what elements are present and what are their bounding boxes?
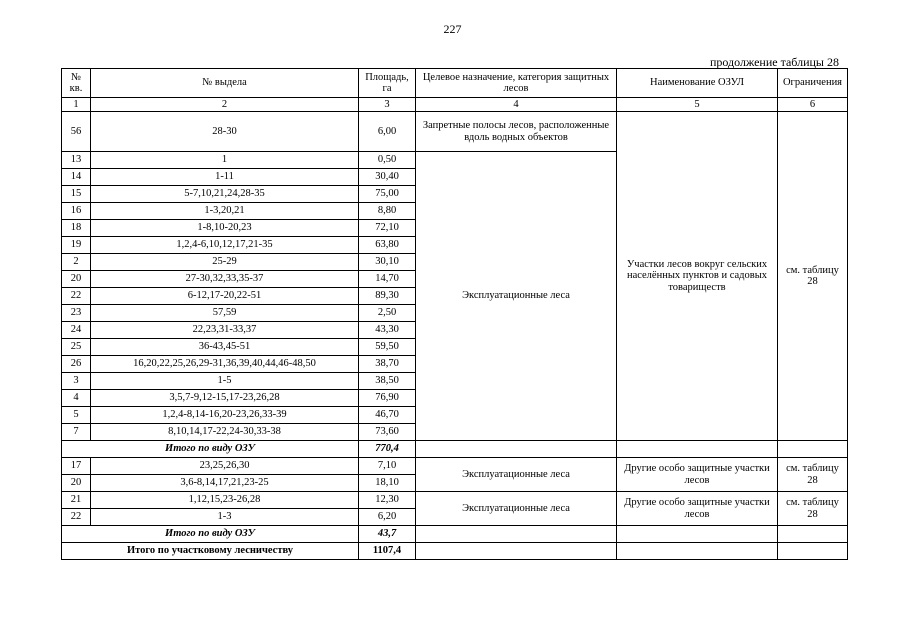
empty-cell xyxy=(778,543,848,560)
ozul-cell: Участки лесов вокруг сельских населённых пунктов и садовых товариществ xyxy=(617,112,778,441)
restriction-cell: см. таблицу 28 xyxy=(778,492,848,526)
ozul-cell: Другие особо защитные участки лесов xyxy=(617,492,778,526)
restriction-cell: см. таблицу 28 xyxy=(778,112,848,441)
header-row xyxy=(62,69,848,98)
header-kv: № кв. xyxy=(62,69,91,98)
area-cell: 30,10 xyxy=(359,254,416,271)
column-number: 4 xyxy=(416,98,617,112)
vydel-cell: 1-5 xyxy=(91,373,359,390)
vydel-cell: 1 xyxy=(91,152,359,169)
vydel-cell: 28-30 xyxy=(91,112,359,152)
area-cell: 2,50 xyxy=(359,305,416,322)
area-cell: 0,50 xyxy=(359,152,416,169)
area-cell: 12,30 xyxy=(359,492,416,509)
column-number-row xyxy=(62,98,848,112)
vydel-cell: 23,25,26,30 xyxy=(91,458,359,475)
purpose-cell: Эксплуатационные леса xyxy=(416,492,617,526)
kv-cell: 18 xyxy=(62,220,91,237)
vydel-cell: 27-30,32,33,35-37 xyxy=(91,271,359,288)
empty-cell xyxy=(778,441,848,458)
forest-plots-table xyxy=(61,68,848,560)
kv-cell: 2 xyxy=(62,254,91,271)
kv-cell: 13 xyxy=(62,152,91,169)
column-number: 2 xyxy=(91,98,359,112)
empty-cell xyxy=(416,526,617,543)
column-number: 6 xyxy=(778,98,848,112)
header-ozul: Наименование ОЗУЛ xyxy=(617,69,778,98)
area-cell: 38,50 xyxy=(359,373,416,390)
kv-cell: 22 xyxy=(62,288,91,305)
vydel-cell: 3,6-8,14,17,21,23-25 xyxy=(91,475,359,492)
subtotal-label: Итого по виду ОЗУ xyxy=(62,441,359,458)
vydel-cell: 1-3 xyxy=(91,509,359,526)
table-row xyxy=(62,492,848,509)
area-cell: 6,00 xyxy=(359,112,416,152)
column-number: 5 xyxy=(617,98,778,112)
area-cell: 59,50 xyxy=(359,339,416,356)
area-cell: 38,70 xyxy=(359,356,416,373)
vydel-cell: 1-3,20,21 xyxy=(91,203,359,220)
table-row xyxy=(62,458,848,475)
restriction-cell: см. таблицу 28 xyxy=(778,458,848,492)
empty-cell xyxy=(617,526,778,543)
area-cell: 14,70 xyxy=(359,271,416,288)
area-cell: 73,60 xyxy=(359,424,416,441)
vydel-cell: 36-43,45-51 xyxy=(91,339,359,356)
grand-total-value: 1107,4 xyxy=(359,543,416,560)
vydel-cell: 3,5,7-9,12-15,17-23,26,28 xyxy=(91,390,359,407)
vydel-cell: 25-29 xyxy=(91,254,359,271)
subtotal-value: 43,7 xyxy=(359,526,416,543)
kv-cell: 16 xyxy=(62,203,91,220)
vydel-cell: 1-8,10-20,23 xyxy=(91,220,359,237)
vydel-cell: 1-11 xyxy=(91,169,359,186)
ozul-cell: Другие особо защитные участки лесов xyxy=(617,458,778,492)
area-cell: 46,70 xyxy=(359,407,416,424)
empty-cell xyxy=(617,441,778,458)
subtotal-row xyxy=(62,441,848,458)
table-continuation-label: продолжение таблицы 28 xyxy=(709,55,839,69)
grand-total-label: Итого по участковому лесничеству xyxy=(62,543,359,560)
column-number: 3 xyxy=(359,98,416,112)
vydel-cell: 22,23,31-33,37 xyxy=(91,322,359,339)
kv-cell: 25 xyxy=(62,339,91,356)
area-cell: 30,40 xyxy=(359,169,416,186)
area-cell: 43,30 xyxy=(359,322,416,339)
area-cell: 63,80 xyxy=(359,237,416,254)
area-cell: 6,20 xyxy=(359,509,416,526)
kv-cell: 20 xyxy=(62,475,91,492)
kv-cell: 4 xyxy=(62,390,91,407)
area-cell: 8,80 xyxy=(359,203,416,220)
header-vydel: № выдела xyxy=(91,69,359,98)
kv-cell: 5 xyxy=(62,407,91,424)
empty-cell xyxy=(617,543,778,560)
purpose-cell: Эксплуатационные леса xyxy=(416,458,617,492)
kv-cell: 56 xyxy=(62,112,91,152)
kv-cell: 7 xyxy=(62,424,91,441)
subtotal-value: 770,4 xyxy=(359,441,416,458)
table-row xyxy=(62,112,848,152)
subtotal-label: Итого по виду ОЗУ xyxy=(62,526,359,543)
kv-cell: 23 xyxy=(62,305,91,322)
header-area: Площадь, га xyxy=(359,69,416,98)
vydel-cell: 1,12,15,23-26,28 xyxy=(91,492,359,509)
column-number: 1 xyxy=(62,98,91,112)
empty-cell xyxy=(778,526,848,543)
kv-cell: 20 xyxy=(62,271,91,288)
area-cell: 72,10 xyxy=(359,220,416,237)
kv-cell: 22 xyxy=(62,509,91,526)
vydel-cell: 5-7,10,21,24,28-35 xyxy=(91,186,359,203)
kv-cell: 17 xyxy=(62,458,91,475)
page-number: 227 xyxy=(443,22,462,36)
vydel-cell: 1,2,4-6,10,12,17,21-35 xyxy=(91,237,359,254)
kv-cell: 24 xyxy=(62,322,91,339)
header-restrictions: Ограничения xyxy=(778,69,848,98)
vydel-cell: 16,20,22,25,26,29-31,36,39,40,44,46-48,50 xyxy=(91,356,359,373)
kv-cell: 21 xyxy=(62,492,91,509)
empty-cell xyxy=(416,441,617,458)
vydel-cell: 57,59 xyxy=(91,305,359,322)
kv-cell: 19 xyxy=(62,237,91,254)
area-cell: 76,90 xyxy=(359,390,416,407)
kv-cell: 15 xyxy=(62,186,91,203)
vydel-cell: 1,2,4-8,14-16,20-23,26,33-39 xyxy=(91,407,359,424)
vydel-cell: 8,10,14,17-22,24-30,33-38 xyxy=(91,424,359,441)
vydel-cell: 6-12,17-20,22-51 xyxy=(91,288,359,305)
kv-cell: 26 xyxy=(62,356,91,373)
kv-cell: 3 xyxy=(62,373,91,390)
area-cell: 75,00 xyxy=(359,186,416,203)
purpose-cell: Эксплуатационные леса xyxy=(416,152,617,441)
grand-total-row xyxy=(62,543,848,560)
kv-cell: 14 xyxy=(62,169,91,186)
empty-cell xyxy=(416,543,617,560)
area-cell: 18,10 xyxy=(359,475,416,492)
area-cell: 89,30 xyxy=(359,288,416,305)
header-purpose: Целевое назначение, категория защитных лесов xyxy=(416,69,617,98)
subtotal-row xyxy=(62,526,848,543)
area-cell: 7,10 xyxy=(359,458,416,475)
purpose-cell: Запретные полосы лесов, расположенные вдоль водных объектов xyxy=(416,112,617,152)
